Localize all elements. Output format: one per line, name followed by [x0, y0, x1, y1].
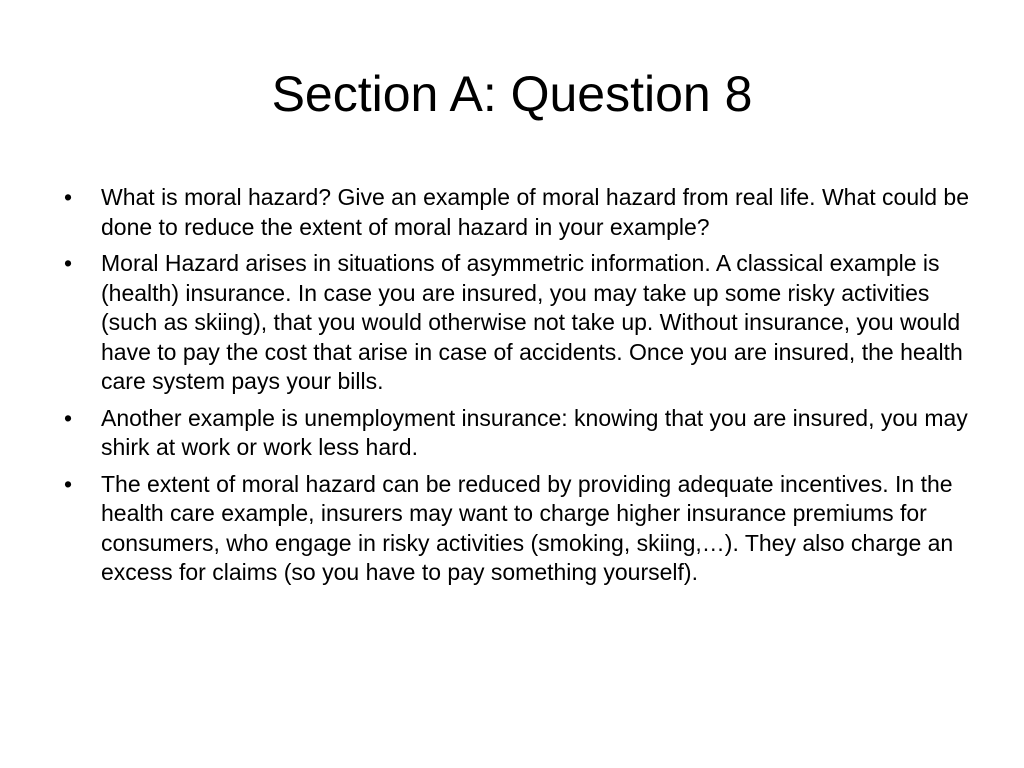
slide-title: Section A: Question 8: [271, 66, 753, 122]
bullet-item: [64, 404, 974, 463]
bullet-dot-icon: •: [64, 404, 73, 431]
bullet-item: [64, 470, 974, 588]
bullet-dot-icon: •: [64, 184, 73, 210]
bullet-dot-icon: •: [64, 250, 73, 276]
bullet-item: [64, 249, 974, 397]
bullet-list: [64, 183, 974, 595]
bullet-text: What is moral hazard? Give an example of moral hazard from real life. What could be done to reduce the extent of moral hazard in your example?: [101, 184, 969, 240]
bullet-dot-icon: •: [64, 470, 73, 497]
bullet-text: Another example is unemployment insurance: knowing that you are insured, you may shirk at work or work less hard.: [101, 404, 968, 460]
bullet-text: Moral Hazard arises in situations of asymmetric information. A classical example is (health) insurance. In case you are insured, you may take up some risky activities (such as skiing), that you would otherwise not take up. Without insurance, you would have to pay the cost that arise in case of accidents. Once you are insured, the health care system pays your bills.: [101, 250, 963, 394]
bullet-item: [64, 183, 974, 242]
bullet-text: The extent of moral hazard can be reduced by providing adequate incentives. In the health care example, insurers may want to charge higher insurance premiums for consumers, who engage in risky activities (smoking, skiing,…). They also charge an excess for claims (so you have to pay something yourself).: [101, 470, 954, 585]
